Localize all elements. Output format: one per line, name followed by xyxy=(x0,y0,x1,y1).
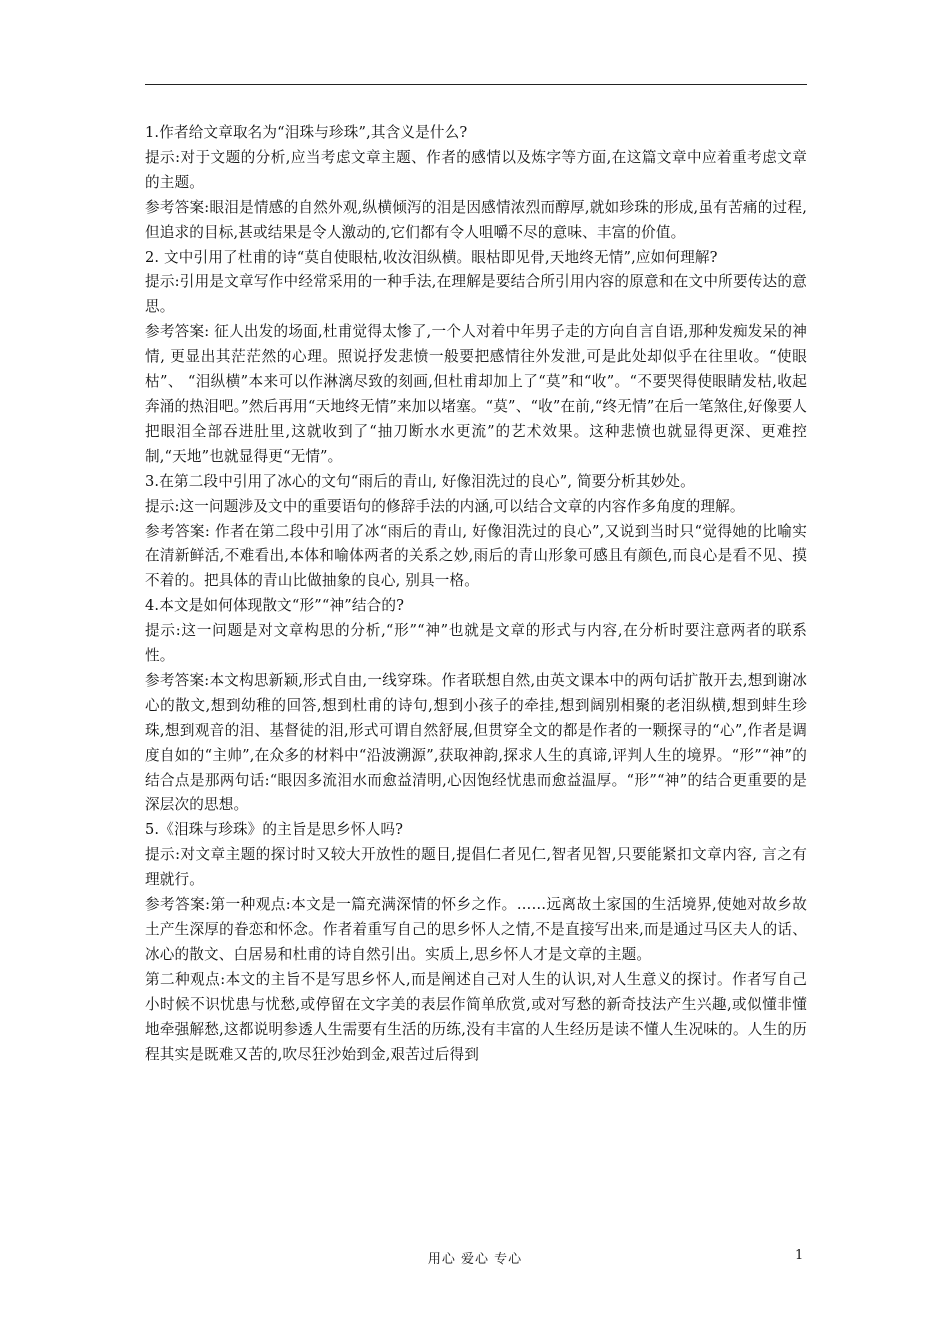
document-body xyxy=(145,121,807,1067)
paragraph: 提示:对于文题的分析,应当考虑文章主题、作者的感情以及炼字等方面,在这篇文章中应着重考虑文章的主题。 xyxy=(145,148,807,191)
paragraph: 参考答案: 作者在第二段中引用了冰“雨后的青山, 好像泪洗过的良心”,又说到当时只“觉得她的比喻实在清新鲜活,不难看出,本体和喻体两者的关系之妙,雨后的青山形象可感且有颜色,而良心是看不见、摸不着的。把具体的青山比做抽象的良心, 别具一格。 xyxy=(145,522,808,590)
paragraph: 参考答案:本文构思新颖,形式自由,一线穿珠。作者联想自然,由英文课本中的两句话扩散开去,想到谢冰心的散文,想到幼稚的回答,想到杜甫的诗句,想到小孩子的牵挂,想到阔别相聚的老泪纵横,想到蚌生珍珠,想到观音的泪、基督徒的泪,形式可谓自然舒展,但贯穿全文的都是作者的一颗探寻的“心”,作者是调度自如的“主帅”,在众多的材料中“沿波溯源”,获取神韵,探求人生的真谛,评判人生的境界。“形”“神”的结合点是那两句话:“眼因多流泪水而愈益清明,心因饱经忧患而愈益温厚。“形”“神”的结合更重要的是深层次的思想。 xyxy=(145,671,807,814)
paragraph: 提示:这一问题是对文章构思的分析,“形”“神”也就是文章的形式与内容,在分析时要注意两者的联系性。 xyxy=(145,622,807,665)
paragraph: 提示:这一问题涉及文中的重要语句的修辞手法的内涵,可以结合文章的内容作多角度的理解。 xyxy=(145,497,745,515)
paragraph: 参考答案:第一种观点:本文是一篇充满深情的怀乡之作。……远离故土家国的生活境界,使她对故乡故土产生深厚的眷恋和怀念。作者着重写自己的思乡怀人之情,不是直接写出来,而是通过马区夫人的话、冰心的散文、白居易和杜甫的诗自然引出。实质上,思乡怀人才是文章的主题。 xyxy=(145,896,807,963)
paragraph: 4.本文是如何体现散文“形”“神”结合的? xyxy=(145,597,405,615)
paragraph: 1.作者给文章取名为“泪珠与珍珠”,其含义是什么? xyxy=(145,124,468,141)
paragraph: 3.在第二段中引用了冰心的文句“雨后的青山, 好像泪洗过的良心”, 简要分析其妙处。 xyxy=(145,472,695,490)
header-rule xyxy=(145,84,807,85)
paragraph: 参考答案:眼泪是情感的自然外观,纵横倾泻的泪是因感情浓烈而醇厚,就如珍珠的形成,虽有苦痛的过程, 但追求的目标,甚或结果是令人激动的,它们都有令人咀嚼不尽的意味、丰富的价值。 xyxy=(145,198,807,241)
paragraph: 参考答案: 征人出发的场面,杜甫觉得太惨了,一个人对着中年男子走的方向自言自语,那种发痴发呆的神情, 更显出其茫茫然的心理。照说抒发悲愤一般要把感情往外发泄,可是此处却似乎在往里收。“使眼枯”、 “泪纵横”本来可以作淋漓尽致的刻画,但杜甫却加上了“莫”和“收”。“不要哭得使眼睛发枯,收起奔涌的热泪吧。”然后再用“天地终无情”来加以堵塞。“莫”、“收”在前,“终无情”在后一笔煞住,好像要人把眼泪全部吞进肚里,这就收到了“抽刀断水水更流”的艺术效果。这种悲愤也就显得更深、更难控制,“天地”也就显得更“无情”。 xyxy=(145,323,807,465)
paragraph: 5.《泪珠与珍珠》的主旨是思乡怀人吗? xyxy=(145,821,404,839)
footer-text: 用心 爱心 专心 xyxy=(427,1252,523,1267)
paragraph: 提示:对文章主题的探讨时又较大开放性的题目,提倡仁者见仁,智者见智,只要能紧扣文章内容, 言之有理就行。 xyxy=(145,846,807,889)
paragraph: 提示:引用是文章写作中经常采用的一种手法,在理解是要结合所引用内容的原意和在文中所要传达的意思。 xyxy=(145,273,807,316)
page-number: 1 xyxy=(795,1248,804,1263)
paragraph: 2. 文中引用了杜甫的诗“莫自使眼枯,收汝泪纵横。眼枯即见骨,天地终无情”,应如何理解? xyxy=(145,248,718,266)
paragraph: 第二种观点:本文的主旨不是写思乡怀人,而是阐述自己对人生的认识,对人生意义的探讨。作者写自己小时候不识忧患与忧愁,或停留在文字美的表层作简单欣赏,或对写愁的新奇技法产生兴趣,或似懂非懂地牵强解愁,这都说明参透人生需要有生活的历练,没有丰富的人生经历是读不懂人生况味的。人生的历程其实是既难又苦的,吹尽狂沙始到金,艰苦过后得到 xyxy=(145,970,807,1063)
